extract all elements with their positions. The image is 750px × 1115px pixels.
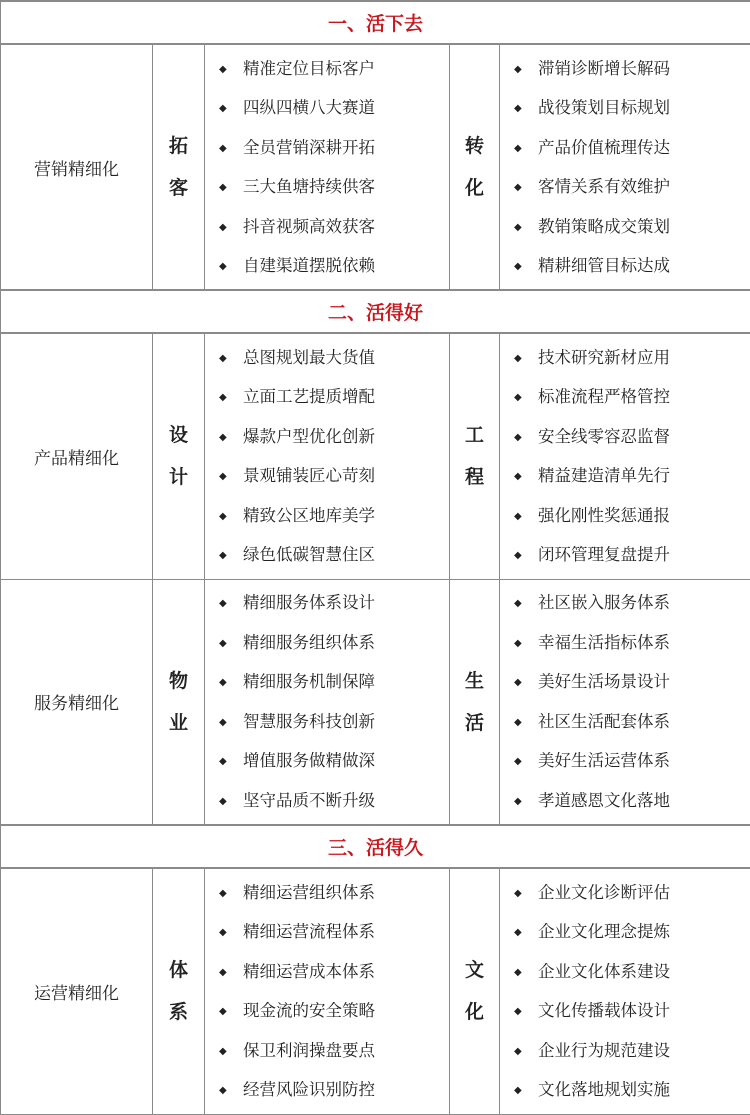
bullet-icon: ◆ [219, 339, 243, 379]
list-item-text: 景观铺装匠心苛刻 [243, 466, 375, 485]
list-item [514, 781, 750, 821]
list-item-text: 现金流的安全策略 [243, 1001, 375, 1020]
bullet-icon: ◆ [219, 913, 243, 953]
list-item-text: 客情关系有效维护 [538, 177, 670, 196]
list-item-text: 精细服务组织体系 [243, 633, 375, 652]
list-item-text: 精致公区地库美学 [243, 506, 375, 525]
item-list [205, 333, 450, 579]
list-item [219, 952, 449, 992]
subcategory-char: 客 [153, 167, 204, 209]
bullet-icon: ◆ [219, 584, 243, 624]
list-item-text: 教销策略成交策划 [538, 217, 670, 236]
section-header-row [1, 1, 750, 44]
list-item-text: 滞销诊断增长解码 [538, 59, 670, 78]
list-item-text: 全员营销深耕开拓 [243, 138, 375, 157]
section-title: 二、活得好 [1, 290, 750, 333]
list-item [219, 377, 449, 417]
category-label: 产品精细化 [1, 333, 153, 579]
list-item [219, 873, 449, 913]
list-item [219, 1070, 449, 1110]
subcategory-char: 文 [450, 949, 499, 991]
list-item-text: 美好生活运营体系 [538, 751, 670, 770]
bullet-icon: ◆ [514, 1032, 538, 1072]
list-item [219, 167, 449, 207]
bullet-icon: ◆ [514, 703, 538, 743]
subcategory-title [450, 44, 500, 290]
list-item-text: 总图规划最大货值 [243, 348, 375, 367]
bullet-icon: ◆ [514, 913, 538, 953]
list-item [514, 702, 750, 742]
subcategory-char: 体 [153, 949, 204, 991]
list-item-text: 精细运营组织体系 [243, 883, 375, 902]
list-item [514, 207, 750, 247]
category-label: 服务精细化 [1, 579, 153, 825]
list-item-text: 精细服务体系设计 [243, 593, 375, 612]
bullet-icon: ◆ [219, 418, 243, 458]
bullet-icon: ◆ [514, 457, 538, 497]
section-header-row [1, 290, 750, 333]
item-list [500, 44, 750, 290]
list-item-text: 绿色低碳智慧住区 [243, 545, 375, 564]
list-item-text: 战役策划目标规划 [538, 98, 670, 117]
subcategory-char: 系 [153, 991, 204, 1033]
bullet-icon: ◆ [514, 874, 538, 914]
list-item [219, 702, 449, 742]
bullet-icon: ◆ [514, 663, 538, 703]
list-item [219, 88, 449, 128]
list-item-text: 企业行为规范建设 [538, 1041, 670, 1060]
list-item [514, 496, 750, 536]
list-item-text: 强化刚性奖惩通报 [538, 506, 670, 525]
bullet-icon: ◆ [514, 339, 538, 379]
list-item [219, 338, 449, 378]
bullet-icon: ◆ [219, 89, 243, 129]
section-title: 一、活下去 [1, 1, 750, 44]
list-item-text: 文化传播载体设计 [538, 1001, 670, 1020]
list-item-text: 闭环管理复盘提升 [538, 545, 670, 564]
subcategory-char: 工 [450, 414, 499, 456]
list-item [219, 128, 449, 168]
list-item-text: 经营风险识别防控 [243, 1080, 375, 1099]
list-item-text: 美好生活场景设计 [538, 672, 670, 691]
section-title: 三、活得久 [1, 825, 750, 868]
bullet-icon: ◆ [514, 208, 538, 248]
bullet-icon: ◆ [219, 457, 243, 497]
item-list [500, 868, 750, 1114]
list-item [219, 207, 449, 247]
list-item [514, 991, 750, 1031]
bullet-icon: ◆ [514, 782, 538, 822]
bullet-icon: ◆ [514, 536, 538, 576]
subcategory-title [450, 868, 500, 1114]
subcategory-char: 业 [153, 702, 204, 744]
list-item-text: 精准定位目标客户 [243, 59, 375, 78]
bullet-icon: ◆ [514, 89, 538, 129]
list-item-text: 智慧服务科技创新 [243, 712, 375, 731]
subcategory-title [153, 868, 205, 1114]
subcategory-char: 计 [153, 456, 204, 498]
list-item-text: 爆款户型优化创新 [243, 427, 375, 446]
list-item [514, 377, 750, 417]
list-item [219, 535, 449, 575]
bullet-icon: ◆ [514, 953, 538, 993]
bullet-icon: ◆ [219, 992, 243, 1032]
list-item [514, 49, 750, 89]
category-row [1, 868, 750, 1114]
subcategory-title [153, 44, 205, 290]
list-item [219, 912, 449, 952]
list-item-text: 幸福生活指标体系 [538, 633, 670, 652]
bullet-icon: ◆ [219, 208, 243, 248]
list-item-text: 孝道感恩文化落地 [538, 791, 670, 810]
bullet-icon: ◆ [514, 497, 538, 537]
list-item [514, 952, 750, 992]
list-item [514, 535, 750, 575]
list-item [514, 741, 750, 781]
list-item-text: 社区生活配套体系 [538, 712, 670, 731]
bullet-icon: ◆ [219, 1032, 243, 1072]
list-item [219, 246, 449, 286]
item-list [500, 579, 750, 825]
bullet-icon: ◆ [514, 168, 538, 208]
list-item [219, 456, 449, 496]
list-item-text: 精细服务机制保障 [243, 672, 375, 691]
list-item [514, 662, 750, 702]
bullet-icon: ◆ [219, 1071, 243, 1111]
list-item-text: 安全线零容忍监督 [538, 427, 670, 446]
list-item-text: 自建渠道摆脱依赖 [243, 256, 375, 275]
item-list [500, 333, 750, 579]
category-label: 运营精细化 [1, 868, 153, 1114]
item-list [205, 44, 450, 290]
bullet-icon: ◆ [514, 742, 538, 782]
bullet-icon: ◆ [514, 247, 538, 287]
category-row [1, 333, 750, 579]
list-item-text: 保卫利润操盘要点 [243, 1041, 375, 1060]
subcategory-char: 活 [450, 702, 499, 744]
list-item [219, 49, 449, 89]
list-item [514, 873, 750, 913]
list-item-text: 产品价值梳理传达 [538, 138, 670, 157]
list-item [219, 496, 449, 536]
bullet-icon: ◆ [219, 50, 243, 90]
list-item [514, 583, 750, 623]
subcategory-title [153, 333, 205, 579]
list-item [514, 246, 750, 286]
bullet-icon: ◆ [219, 742, 243, 782]
list-item [219, 991, 449, 1031]
list-item-text: 技术研究新材应用 [538, 348, 670, 367]
bullet-icon: ◆ [514, 584, 538, 624]
subcategory-char: 生 [450, 660, 499, 702]
list-item [219, 583, 449, 623]
list-item-text: 精益建造清单先行 [538, 466, 670, 485]
section-header-row [1, 825, 750, 868]
list-item [514, 912, 750, 952]
subcategory-char: 程 [450, 456, 499, 498]
list-item-text: 精耕细管目标达成 [538, 256, 670, 275]
bullet-icon: ◆ [219, 663, 243, 703]
bullet-icon: ◆ [219, 874, 243, 914]
bullet-icon: ◆ [219, 536, 243, 576]
list-item [514, 623, 750, 663]
subcategory-title [450, 579, 500, 825]
category-row [1, 44, 750, 290]
bullet-icon: ◆ [219, 168, 243, 208]
bullet-icon: ◆ [514, 624, 538, 664]
list-item [219, 741, 449, 781]
category-row [1, 579, 750, 825]
bullet-icon: ◆ [514, 378, 538, 418]
list-item [514, 456, 750, 496]
list-item-text: 增值服务做精做深 [243, 751, 375, 770]
subcategory-title [153, 579, 205, 825]
subcategory-char: 转 [450, 125, 499, 167]
list-item-text: 立面工艺提质增配 [243, 387, 375, 406]
list-item [514, 338, 750, 378]
bullet-icon: ◆ [514, 50, 538, 90]
list-item-text: 企业文化理念提炼 [538, 922, 670, 941]
list-item [219, 781, 449, 821]
subcategory-char: 设 [153, 414, 204, 456]
list-item-text: 文化落地规划实施 [538, 1080, 670, 1099]
bullet-icon: ◆ [514, 129, 538, 169]
bullet-icon: ◆ [219, 782, 243, 822]
bullet-icon: ◆ [219, 624, 243, 664]
list-item-text: 社区嵌入服务体系 [538, 593, 670, 612]
item-list [205, 868, 450, 1114]
list-item [514, 167, 750, 207]
list-item-text: 企业文化体系建设 [538, 962, 670, 981]
bullet-icon: ◆ [219, 378, 243, 418]
list-item-text: 四纵四横八大赛道 [243, 98, 375, 117]
list-item-text: 三大鱼塘持续供客 [243, 177, 375, 196]
item-list [205, 579, 450, 825]
list-item [219, 1031, 449, 1071]
list-item [219, 417, 449, 457]
list-item [514, 1070, 750, 1110]
subcategory-title [450, 333, 500, 579]
list-item [219, 623, 449, 663]
list-item-text: 标准流程严格管控 [538, 387, 670, 406]
list-item-text: 精细运营成本体系 [243, 962, 375, 981]
category-label: 营销精细化 [1, 44, 153, 290]
bullet-icon: ◆ [219, 953, 243, 993]
list-item-text: 企业文化诊断评估 [538, 883, 670, 902]
subcategory-char: 化 [450, 991, 499, 1033]
list-item-text: 坚守品质不断升级 [243, 791, 375, 810]
list-item [514, 1031, 750, 1071]
bullet-icon: ◆ [514, 992, 538, 1032]
list-item [514, 417, 750, 457]
subcategory-char: 物 [153, 660, 204, 702]
bullet-icon: ◆ [219, 129, 243, 169]
bullet-icon: ◆ [219, 703, 243, 743]
list-item [514, 88, 750, 128]
bullet-icon: ◆ [514, 1071, 538, 1111]
list-item [514, 128, 750, 168]
bullet-icon: ◆ [514, 418, 538, 458]
bullet-icon: ◆ [219, 497, 243, 537]
list-item-text: 抖音视频高效获客 [243, 217, 375, 236]
subcategory-char: 化 [450, 167, 499, 209]
list-item [219, 662, 449, 702]
subcategory-char: 拓 [153, 125, 204, 167]
bullet-icon: ◆ [219, 247, 243, 287]
list-item-text: 精细运营流程体系 [243, 922, 375, 941]
